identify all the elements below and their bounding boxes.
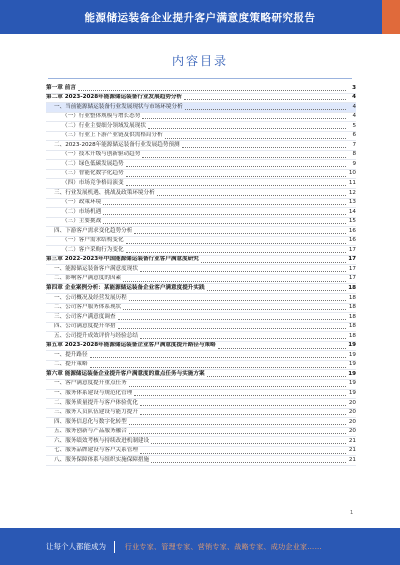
toc-entry-page: 4 <box>352 113 356 120</box>
toc-leader-dots <box>140 410 346 415</box>
toc-entry-text: 八、服务保障体系与组织实施保障措施 <box>54 456 150 463</box>
toc-entry-text: （二）绿色低碳发展趋势 <box>62 160 124 167</box>
toc-entry-page: 19 <box>348 390 356 396</box>
toc-leader-dots <box>126 181 346 186</box>
toc-entry-text: 一、能源储运装备客户满意度现状 <box>54 265 138 272</box>
toc-leader-dots <box>118 324 346 329</box>
toc-entry[interactable] <box>46 342 356 352</box>
toc-entry[interactable] <box>46 237 356 247</box>
toc-entry-text: 一、服务体系建设与规范化管理 <box>54 390 133 396</box>
toc-entry-text: 四、下游客户需求变化趋势分析 <box>54 227 133 234</box>
toc-entry[interactable] <box>46 294 356 304</box>
toc-leader-dots <box>140 267 346 272</box>
toc-entry[interactable] <box>46 208 356 218</box>
toc-leader-dots <box>207 286 346 291</box>
toc-entry-page: 17 <box>348 275 356 282</box>
toc-entry[interactable] <box>46 399 356 409</box>
toc-entry[interactable] <box>46 390 356 400</box>
toc-leader-dots <box>134 229 346 234</box>
header-accent-bar <box>382 0 400 34</box>
toc-leader-dots <box>118 315 346 320</box>
toc-entry-page: 17 <box>348 246 356 253</box>
toc-entry[interactable] <box>46 447 356 457</box>
toc-entry-page: 12 <box>348 189 356 196</box>
toc-leader-dots <box>218 344 346 349</box>
toc-entry-text: 二、提升策略 <box>54 361 88 368</box>
toc-entry[interactable] <box>46 361 356 371</box>
toc-entry[interactable] <box>46 304 356 314</box>
toc-entry-text: 二、服务质量提升与客户体验优化 <box>54 399 138 406</box>
toc-entry-page: 21 <box>348 447 356 454</box>
toc-entry[interactable] <box>46 160 356 170</box>
toc-entry-text: 二、2023-2028年能源储运装备行业发展趋势预测 <box>54 141 180 148</box>
toc-entry-text: 第六章 能源储运装备企业提升客户满意度的重点任务与实施方案 <box>46 370 205 377</box>
footer-slogan: 让每个人都能成为 <box>46 542 106 551</box>
toc-entry-text: 一、当前能源储运装备行业发展现状与市场环境分析 <box>54 103 183 110</box>
toc-entry-page: 4 <box>352 94 356 101</box>
toc-entry-page: 18 <box>348 332 356 339</box>
toc-entry-text: 一、客户满意度提升重点任务 <box>54 380 127 387</box>
toc-entry[interactable] <box>46 284 356 294</box>
toc-entry[interactable] <box>46 227 356 237</box>
toc-entry[interactable] <box>46 199 356 209</box>
toc-entry-text: 五、公司提升成效评价与经验总结 <box>54 332 138 339</box>
toc-entry-page: 20 <box>348 399 356 406</box>
toc-entry-text: （二）行业主要细分领域发展现状 <box>62 122 146 129</box>
toc-leader-dots <box>90 363 346 368</box>
toc-leader-dots <box>185 105 346 110</box>
toc-entry-page: 19 <box>348 351 356 358</box>
toc-leader-dots <box>103 200 346 205</box>
toc-leader-dots <box>165 134 346 139</box>
toc-entry[interactable] <box>46 218 356 228</box>
toc-entry-page: 18 <box>348 294 356 301</box>
toc-entry[interactable] <box>46 179 356 189</box>
toc-leader-dots <box>148 124 346 129</box>
toc-entry-page: 7 <box>352 141 356 148</box>
toc-entry-text: 第四章 企业案例分析：某能源储运装备企业客户满意度提升实践 <box>46 284 205 291</box>
toc-entry-page: 18 <box>348 304 356 311</box>
toc-entry-page: 13 <box>348 199 356 206</box>
footer-experts: 行业专家、管理专家、营销专家、战略专家、成功企业家…… <box>124 542 322 551</box>
toc-leader-dots <box>201 258 346 263</box>
toc-entry-text: （一）客户需求结构变化 <box>62 237 124 244</box>
toc-entry-text: （二）客户采购行为变化 <box>62 246 124 253</box>
toc-leader-dots <box>126 172 346 177</box>
toc-entry-page: 16 <box>348 237 356 244</box>
toc-leader-dots <box>103 210 346 215</box>
toc-entry[interactable] <box>46 351 356 361</box>
footer-divider <box>114 541 115 553</box>
toc-leader-dots <box>207 372 346 377</box>
toc-entry-page: 8 <box>352 151 356 158</box>
toc-entry-page: 10 <box>348 170 356 177</box>
toc-entry-text: 三、行业发展机遇、挑战及政策环境分析 <box>54 189 155 196</box>
toc-leader-dots <box>140 334 346 339</box>
toc-leader-dots <box>90 353 346 358</box>
toc-leader-dots <box>129 429 346 434</box>
toc-entry[interactable] <box>46 113 356 123</box>
toc-entry[interactable] <box>46 313 356 323</box>
toc-entry-page: 20 <box>348 428 356 435</box>
toc-entry[interactable] <box>46 275 356 285</box>
toc-entry[interactable] <box>46 122 356 132</box>
toc-entry-page: 6 <box>352 132 356 139</box>
table-of-contents <box>46 84 356 466</box>
toc-entry[interactable] <box>46 418 356 428</box>
toc-leader-dots <box>129 420 346 425</box>
toc-entry[interactable] <box>46 170 356 180</box>
toc-entry-page: 17 <box>348 265 356 272</box>
toc-entry-page: 15 <box>348 218 356 225</box>
toc-leader-dots <box>126 248 346 253</box>
toc-entry-text: 二、公司客户服务体系现状 <box>54 304 122 311</box>
toc-entry-text: 第三章 2022-2023年中国能源储运装备行业客户满意度研究 <box>46 256 199 263</box>
toc-entry-page: 20 <box>348 418 356 425</box>
toc-entry[interactable] <box>46 370 356 380</box>
toc-leader-dots <box>123 305 346 310</box>
toc-entry-text: （三）智能化数字化趋势 <box>62 170 124 177</box>
toc-entry[interactable] <box>46 256 356 266</box>
toc-entry[interactable] <box>46 265 356 275</box>
toc-entry-page: 19 <box>348 342 356 349</box>
toc-leader-dots <box>134 391 346 396</box>
toc-leader-dots <box>142 114 346 119</box>
toc-entry-page: 19 <box>348 361 356 368</box>
toc-entry-text: 三、服务人员队伍建设与能力提升 <box>54 409 138 416</box>
toc-entry-page: 20 <box>348 409 356 416</box>
toc-entry-text: 第五章 2023-2028年能源储运装备企业客户满意度提升路径与策略 <box>46 342 216 349</box>
toc-entry-page: 14 <box>348 208 356 215</box>
toc-entry-page: 16 <box>348 227 356 234</box>
toc-entry-text: 五、服务创新与产品服务融合 <box>54 428 127 435</box>
toc-entry[interactable] <box>46 409 356 419</box>
toc-entry[interactable] <box>46 151 356 161</box>
toc-entry[interactable] <box>46 94 356 104</box>
toc-entry-page: 4 <box>352 103 356 110</box>
toc-entry-text: （一）政策环境 <box>62 199 102 206</box>
toc-entry-text: 六、服务绩效考核与持续改进机制建设 <box>54 437 150 444</box>
toc-entry[interactable] <box>46 428 356 438</box>
toc-leader-dots <box>126 239 346 244</box>
toc-leader-dots <box>129 296 346 301</box>
toc-leader-dots <box>184 95 346 100</box>
toc-entry-text: （三）行业上下游产业链及供需格局分析 <box>62 132 163 139</box>
toc-leader-dots <box>126 162 346 167</box>
toc-entry-text: （一）行业整体规模与增长态势 <box>62 113 141 120</box>
toc-leader-dots <box>140 401 346 406</box>
toc-entry[interactable] <box>46 323 356 333</box>
toc-leader-dots <box>103 219 346 224</box>
toc-leader-dots <box>78 86 346 91</box>
toc-entry[interactable] <box>46 437 356 447</box>
toc-entry[interactable] <box>46 332 356 342</box>
toc-leader-dots <box>157 191 346 196</box>
toc-entry-text: （一）技术升级与创新驱动趋势 <box>62 151 141 158</box>
toc-entry-page: 21 <box>348 437 356 444</box>
toc-entry-text: 二、影响客户满意度的因素 <box>54 275 122 282</box>
toc-entry-text: （四）市场竞争格局演变 <box>62 179 124 186</box>
toc-entry-page: 11 <box>348 179 356 186</box>
toc-entry-text: 第二章 2023-2028年能源储运装备行业发展趋势分析 <box>46 94 183 101</box>
toc-entry[interactable] <box>46 380 356 390</box>
page-number: 1 <box>350 510 354 516</box>
toc-heading-divider <box>48 78 352 79</box>
report-header <box>0 0 400 34</box>
toc-entry[interactable] <box>46 189 356 199</box>
toc-entry-text: 四、服务信息化与数字化转型 <box>54 418 127 425</box>
toc-leader-dots <box>182 143 346 148</box>
toc-entry-page: 19 <box>348 380 356 387</box>
toc-entry-text: 七、服务品牌建设与客户关系管理 <box>54 447 138 454</box>
toc-entry-page: 19 <box>348 370 356 377</box>
toc-entry[interactable] <box>46 132 356 142</box>
toc-leader-dots <box>129 382 346 387</box>
toc-entry[interactable] <box>46 246 356 256</box>
toc-heading: 内容目录 <box>171 54 228 68</box>
toc-entry-page: 18 <box>348 284 356 291</box>
toc-leader-dots <box>151 458 346 463</box>
toc-leader-dots <box>140 449 346 454</box>
toc-entry[interactable] <box>46 456 356 466</box>
report-footer <box>0 528 400 565</box>
toc-entry-page: 9 <box>352 160 356 167</box>
toc-entry-page: 21 <box>348 456 356 463</box>
toc-entry-page: 5 <box>352 122 356 129</box>
toc-entry-text: （三）主要挑战 <box>62 218 102 225</box>
toc-leader-dots <box>151 439 346 444</box>
toc-leader-dots <box>142 153 346 158</box>
toc-entry[interactable] <box>46 84 356 94</box>
toc-entry[interactable] <box>46 141 356 151</box>
toc-entry-page: 18 <box>348 323 356 330</box>
toc-entry-text: 一、公司概况及经营发展历程 <box>54 294 127 301</box>
toc-entry-text: （二）市场机遇 <box>62 208 102 215</box>
toc-entry-text: 三、公司客户满意度调查 <box>54 313 116 320</box>
toc-entry-text: 第一章 前言 <box>46 84 76 91</box>
toc-entry[interactable] <box>46 103 356 113</box>
report-title: 能源储运装备企业提升客户满意度策略研究报告 <box>84 11 316 24</box>
toc-entry-page: 17 <box>348 256 356 263</box>
toc-entry-page: 18 <box>348 313 356 320</box>
toc-leader-dots <box>123 277 346 282</box>
toc-entry-text: 四、公司满意度提升举措 <box>54 323 116 330</box>
toc-entry-text: 一、提升路径 <box>54 351 88 358</box>
toc-entry-page: 3 <box>352 84 356 91</box>
